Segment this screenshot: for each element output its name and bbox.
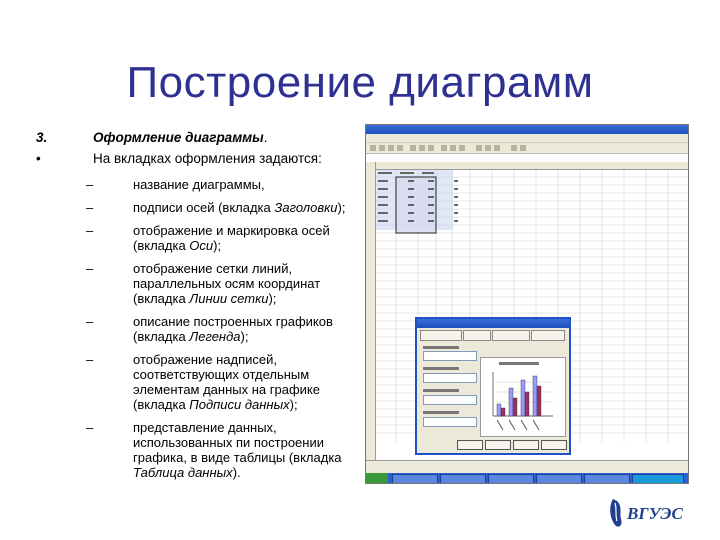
item-tab-name: Легенда bbox=[189, 329, 241, 344]
item-end: ); bbox=[213, 238, 222, 253]
spreadsheet-screenshot bbox=[365, 124, 689, 484]
screenshot-column-header bbox=[366, 162, 688, 170]
screenshot-taskbar bbox=[366, 473, 688, 483]
item-end: ). bbox=[232, 465, 241, 480]
heading-number: 3. bbox=[36, 130, 48, 145]
slide-title: Построение диаграмм bbox=[126, 58, 594, 107]
list-item bbox=[36, 261, 356, 306]
item-text: отображение надписей, соответствующих отдельным элементам данных на графике (вкладка bbox=[133, 352, 320, 412]
screenshot-toolbar bbox=[366, 143, 688, 154]
dash-mark: – bbox=[86, 177, 94, 192]
bullet-mark: • bbox=[36, 151, 41, 166]
slide-content bbox=[36, 130, 356, 488]
item-tab-name: Линии сетки bbox=[189, 291, 269, 306]
dash-mark: – bbox=[86, 314, 94, 329]
list-item bbox=[36, 314, 356, 344]
item-end: ); bbox=[337, 200, 346, 215]
intro-text: На вкладках оформления задаются: bbox=[93, 151, 322, 166]
item-text: название диаграммы, bbox=[133, 177, 265, 192]
heading-text: Оформление диаграммы bbox=[93, 130, 264, 145]
screenshot-sheet-grid bbox=[366, 162, 688, 462]
item-tab-name: Заголовки bbox=[274, 200, 338, 215]
screenshot-dialog-titlebar bbox=[417, 319, 569, 328]
item-text: описание построенных графиков (вкладка bbox=[133, 314, 333, 344]
item-text: отображение и маркировка осей (вкладка bbox=[133, 223, 330, 253]
dash-mark: – bbox=[86, 420, 94, 435]
screenshot-chart-dialog bbox=[415, 317, 571, 455]
heading-dot: . bbox=[263, 130, 268, 145]
intro-row bbox=[36, 151, 356, 167]
item-text: представление данных, использованных пи построении графика, в виде таблицы (вкладка bbox=[133, 420, 342, 465]
dash-mark: – bbox=[86, 352, 94, 367]
screenshot-titlebar bbox=[366, 125, 688, 134]
heading-row bbox=[36, 130, 356, 146]
svg-text:ВГУЭС: ВГУЭС bbox=[627, 504, 683, 523]
item-end: ); bbox=[240, 329, 249, 344]
screenshot-row-header bbox=[366, 162, 376, 462]
dash-mark: – bbox=[86, 261, 94, 276]
list-item bbox=[36, 420, 356, 480]
screenshot-dialog-tabs bbox=[417, 328, 569, 341]
list-item bbox=[36, 352, 356, 412]
list-item bbox=[36, 177, 356, 192]
item-tab-name: Оси bbox=[189, 238, 214, 253]
dash-mark: – bbox=[86, 200, 94, 215]
item-end: ); bbox=[268, 291, 277, 306]
screenshot-statusbar bbox=[366, 460, 688, 473]
screenshot-chart-preview bbox=[480, 357, 566, 437]
screenshot-menubar bbox=[366, 134, 688, 143]
item-end: ); bbox=[289, 397, 298, 412]
dash-mark: – bbox=[86, 223, 94, 238]
item-tab-name: Подписи данных bbox=[189, 397, 290, 412]
list-item bbox=[36, 223, 356, 253]
item-text: подписи осей (вкладка bbox=[133, 200, 275, 215]
item-tab-name: Таблица данных bbox=[133, 465, 233, 480]
item-text: отображение сетки линий, параллельных осям координат (вкладка bbox=[133, 261, 321, 306]
university-logo-icon bbox=[607, 495, 687, 530]
list-item bbox=[36, 200, 356, 215]
